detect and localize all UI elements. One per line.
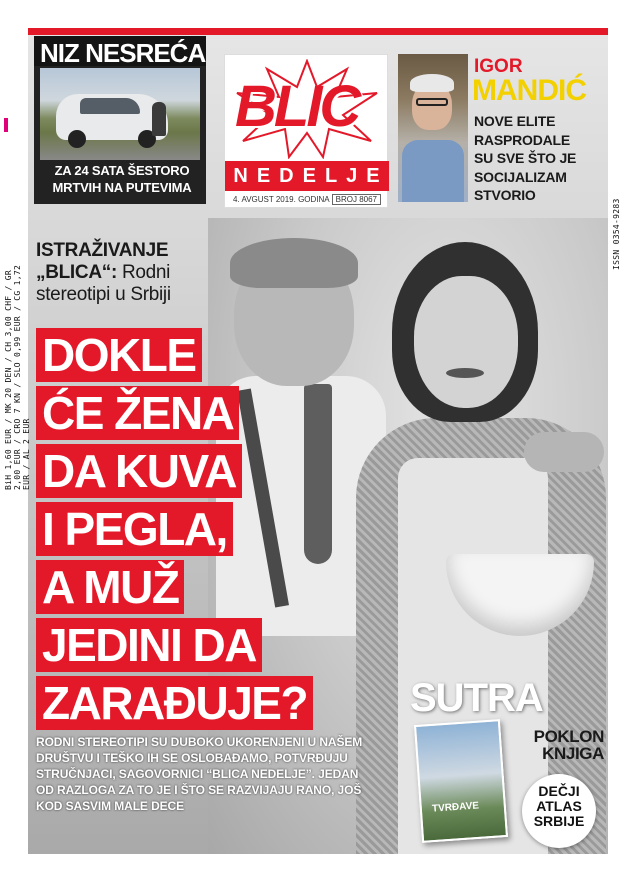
crashed-car-photo bbox=[40, 68, 200, 160]
headline-line bbox=[36, 328, 336, 382]
atlas-line: ATLAS bbox=[536, 798, 582, 814]
issue-date: 4. AVGUST 2019. GODINA bbox=[233, 195, 330, 204]
headline-line bbox=[36, 444, 336, 498]
headline-line bbox=[36, 502, 336, 556]
portrait-hair bbox=[410, 74, 454, 92]
headline-text: I PEGLA, bbox=[36, 502, 233, 556]
headline-text: ĆE ŽENA bbox=[36, 386, 239, 440]
mandic-teaser-line: NOVE ELITE bbox=[474, 113, 556, 129]
atlas-line: SRBIJE bbox=[533, 813, 585, 829]
promo-gift-label bbox=[514, 728, 604, 762]
mandic-teaser-line: RASPRODALE bbox=[474, 131, 571, 148]
logo-wordmark: BLIC bbox=[235, 74, 359, 139]
promo-gift-line: KNJIGA bbox=[542, 744, 604, 763]
headline-text: DOKLE bbox=[36, 328, 202, 382]
headline-text: ZARAĐUJE? bbox=[36, 676, 313, 730]
story-kicker bbox=[36, 240, 256, 306]
kicker-line: ISTRAŽIVANJE bbox=[36, 240, 169, 261]
kicker-light: Rodni bbox=[116, 262, 171, 283]
mandic-teaser-line: STVORIO bbox=[474, 187, 536, 203]
headline-line bbox=[36, 618, 336, 672]
mandic-teaser[interactable] bbox=[474, 112, 604, 205]
registration-mark bbox=[4, 118, 8, 132]
blic-logo[interactable] bbox=[224, 54, 388, 208]
promo-box[interactable] bbox=[410, 676, 606, 852]
promo-sutra: SUTRA bbox=[410, 676, 543, 720]
headline-line bbox=[36, 560, 336, 614]
headline-line bbox=[36, 676, 336, 730]
book-title: TVRĐAVE bbox=[431, 800, 480, 815]
issn-code: ISSN 0354-9283 bbox=[612, 198, 621, 270]
mandic-last-name[interactable]: MANDIĆ bbox=[472, 74, 586, 107]
headline-line bbox=[36, 386, 336, 440]
mandic-portrait[interactable] bbox=[398, 54, 468, 202]
atlas-badge-text bbox=[522, 784, 596, 829]
man-hand bbox=[524, 432, 604, 472]
woman-face bbox=[414, 276, 518, 408]
main-headline[interactable] bbox=[36, 328, 336, 734]
kicker-line bbox=[36, 262, 256, 284]
headline-text: A MUŽ bbox=[36, 560, 184, 614]
top-red-strip bbox=[28, 28, 608, 35]
kicker-bold: „BLICA“: bbox=[36, 262, 117, 283]
woman-lips bbox=[446, 368, 484, 378]
atlas-book-cover bbox=[414, 719, 508, 843]
car-wheel bbox=[68, 130, 86, 148]
news-box-caption: ZA 24 SATA ŠESTORO MRTVIH NA PUTEVIMA bbox=[52, 163, 192, 195]
atlas-line: DEČJI bbox=[538, 783, 580, 799]
news-box-accidents[interactable] bbox=[34, 36, 206, 204]
story-deck: RODNI STEREOTIPI SU DUBOKO UKORENJENI U NAŠEM DRUŠTVU I TEŠKO IH SE OSLOBAĐAMO, POTVRĐUJU STRUČNJACI, SAGOVORNICI “BLICA NEDELJE”. JEDAN OD RAZLOGA ZA TO JE I ŠTO SE RAZVIJAJU RANO, JOŠ KOD SASVIM MALE DECE bbox=[36, 735, 363, 813]
promo-gift-line: POKLON bbox=[533, 727, 604, 746]
mandic-first-name: IGOR bbox=[474, 56, 523, 77]
edition-label: NEDELJE bbox=[225, 161, 389, 191]
portrait-glasses bbox=[416, 98, 448, 106]
mandic-teaser-line: SOCIJALIZAM bbox=[474, 168, 567, 185]
mandic-teaser-line: SU SVE ŠTO JE bbox=[474, 150, 577, 166]
headline-text: DA KUVA bbox=[36, 444, 242, 498]
car-window bbox=[80, 98, 140, 114]
magazine-cover bbox=[28, 28, 608, 854]
price-code: BiH 1,60 EUR / MK 20 DEN / CH 3,00 CHF / GR 2,00 EUR / CRO 7 KN / SLO 0,99 EUR / CG 1,72 EUR / AL 2 EUR bbox=[4, 264, 31, 490]
issue-number: BROJ 8067 bbox=[332, 194, 381, 205]
headline-text: JEDINI DA bbox=[36, 618, 262, 672]
portrait-shirt bbox=[402, 140, 464, 202]
news-box-title: NIZ NESREĆA bbox=[34, 36, 206, 66]
kicker-line: stereotipi u Srbiji bbox=[36, 284, 171, 305]
person-silhouette bbox=[152, 102, 166, 136]
